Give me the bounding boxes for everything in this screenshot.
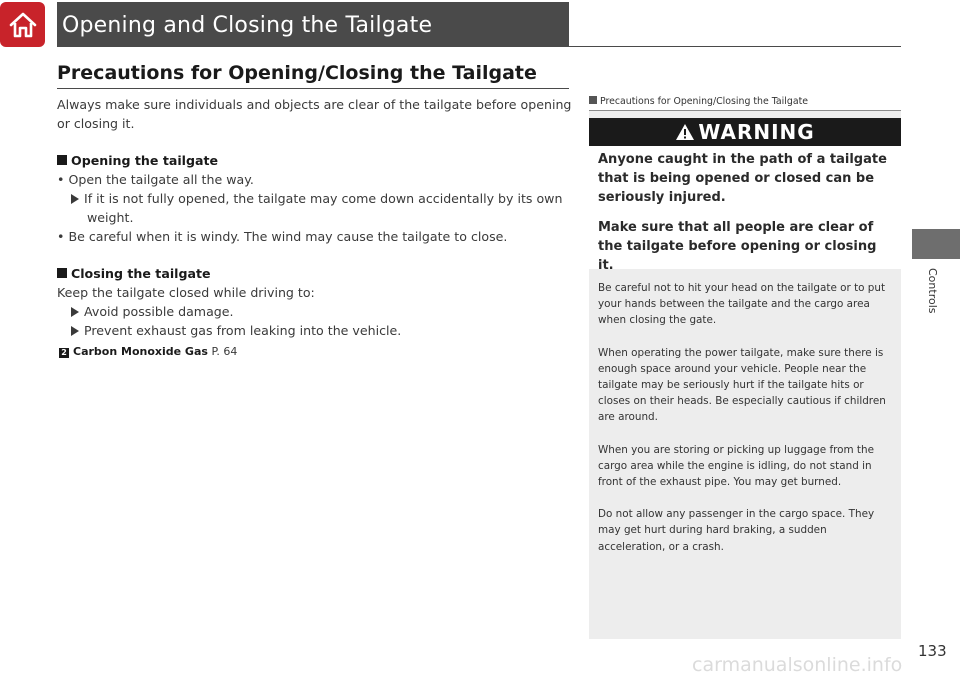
sidebar-title xyxy=(589,96,901,111)
arrow-right-icon xyxy=(71,194,79,204)
section-rule xyxy=(57,88,569,89)
section-title: Precautions for Opening/Closing the Tailgate xyxy=(57,62,537,84)
controls-tab-label: Controls xyxy=(926,268,939,314)
note-paragraph-4: Do not allow any passenger in the cargo space. They may get hurt during hard braking, a sudden acceleration, or a crash. xyxy=(598,508,875,553)
warning-label: WARNING xyxy=(698,120,815,144)
opening-heading xyxy=(57,151,572,170)
cross-reference-icon: 2 xyxy=(59,348,69,358)
carbon-monoxide-link[interactable] xyxy=(57,342,572,361)
note-paragraph-2: When operating the power tailgate, make sure there is enough space around your vehicle. People near the tailgate may be seriously hurt if the tailgate hits or closes on their heads. Be especially cautious if children are around. xyxy=(598,346,886,424)
controls-tab[interactable] xyxy=(912,229,960,259)
closing-arrow-2 xyxy=(57,321,572,340)
home-icon xyxy=(8,11,38,39)
home-button[interactable] xyxy=(0,2,45,47)
closing-text: Keep the tailgate closed while driving to: xyxy=(57,285,315,300)
note-paragraph-1: Be careful not to hit your head on the tailgate or to put your hands between the tailgate and the cargo area when closing the gate. xyxy=(598,282,886,327)
square-bullet-icon xyxy=(57,268,67,278)
warning-paragraph-1: Anyone caught in the path of a tailgate that is being opened or closed can be seriously injured. xyxy=(598,152,887,205)
note-paragraph-3: When you are storing or picking up luggage from the cargo area while the engine is idling, do not stand in front of the exhaust pipe. You may get burned. xyxy=(598,443,874,489)
opening-bullet-2: • Be careful when it is windy. The wind may cause the tailgate to close. xyxy=(57,229,508,244)
header-rule xyxy=(57,46,901,47)
arrow-right-icon xyxy=(71,326,79,336)
watermark: carmanualsonline.info xyxy=(692,654,903,676)
closing-arrow-1 xyxy=(57,302,572,321)
closing-arrow-1-text: Avoid possible damage. xyxy=(84,304,234,319)
arrow-right-icon xyxy=(71,307,79,317)
closing-heading-text: Closing the tailgate xyxy=(71,266,211,281)
main-content xyxy=(57,95,572,361)
sidebar-marker-icon xyxy=(589,96,597,104)
warning-header xyxy=(589,118,901,146)
opening-heading-text: Opening the tailgate xyxy=(71,153,219,168)
opening-arrow-1-text: If it is not fully opened, the tailgate may come down accidentally by its own weight. xyxy=(84,191,563,225)
warning-paragraph-2: Make sure that all people are clear of the tailgate before opening or closing it. xyxy=(598,220,877,273)
page-title: Opening and Closing the Tailgate xyxy=(62,13,433,38)
xref-page: P. 64 xyxy=(211,345,238,358)
intro-text: Always make sure individuals and objects are clear of the tailgate before opening or closing it. xyxy=(57,97,572,131)
page-number: 133 xyxy=(918,642,947,660)
warning-triangle-icon xyxy=(675,123,695,141)
opening-bullet-1: • Open the tailgate all the way. xyxy=(57,172,254,187)
closing-heading xyxy=(57,264,572,283)
sidebar-title-text: Precautions for Opening/Closing the Tailgate xyxy=(600,96,809,107)
opening-arrow-1 xyxy=(57,189,572,227)
opening-bullet-1-text: Open the tailgate all the way. xyxy=(68,172,254,187)
closing-arrow-2-text: Prevent exhaust gas from leaking into the vehicle. xyxy=(84,323,402,338)
xref-label: Carbon Monoxide Gas xyxy=(73,345,208,358)
square-bullet-icon xyxy=(57,155,67,165)
sidebar-notes xyxy=(598,280,896,571)
opening-bullet-2-text: Be careful when it is windy. The wind may cause the tailgate to close. xyxy=(68,229,508,244)
warning-text xyxy=(598,150,896,286)
